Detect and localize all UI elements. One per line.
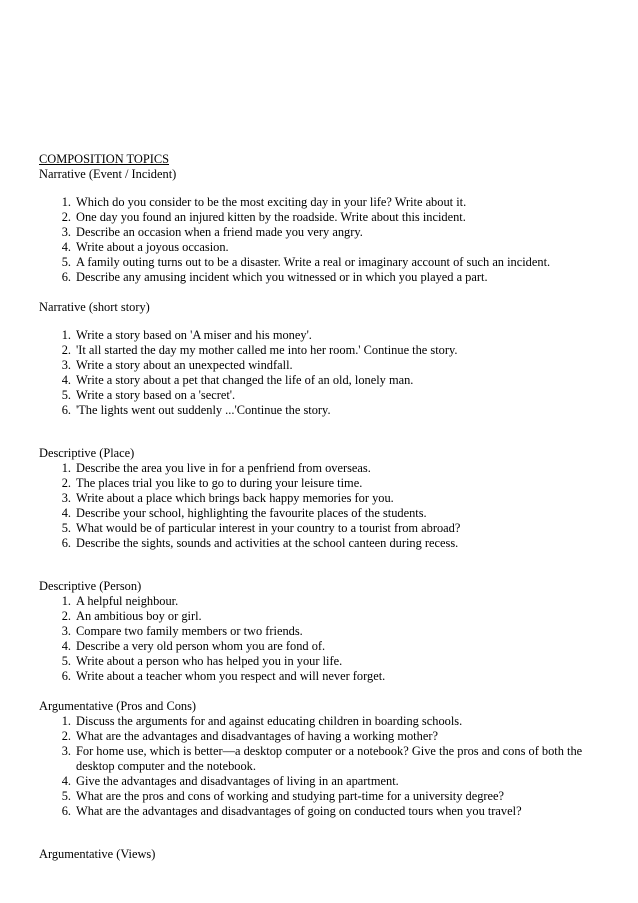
list-item <box>39 729 599 744</box>
list-item <box>39 388 599 403</box>
topic-list-narrative-short-story <box>39 328 599 418</box>
topic-text: Write about a joyous occasion. <box>76 240 229 254</box>
list-number: 3. <box>61 225 71 239</box>
spacer <box>39 819 599 847</box>
topic-text: Write a story about a pet that changed the life of an old, lonely man. <box>76 373 414 387</box>
list-item <box>39 521 599 536</box>
topic-text: 'The lights went out suddenly ...'Continue the story. <box>76 403 331 417</box>
list-item <box>39 624 599 639</box>
topic-list-argumentative-pros-cons <box>39 714 599 819</box>
list-number: 3. <box>61 624 71 638</box>
list-number: 2. <box>61 343 71 357</box>
list-item <box>39 639 599 654</box>
list-item <box>39 594 599 609</box>
section-heading-descriptive-person: Descriptive (Person) <box>39 579 142 593</box>
spacer <box>39 684 599 699</box>
list-number: 4. <box>61 506 71 520</box>
list-item <box>39 654 599 669</box>
list-number: 1. <box>61 461 71 475</box>
topic-text: Write about a teacher whom you respect and will never forget. <box>76 669 386 683</box>
list-item <box>39 270 599 285</box>
list-number: 2. <box>61 609 71 623</box>
list-number: 6. <box>61 669 71 683</box>
topic-text: Discuss the arguments for and against educating children in boarding schools. <box>76 714 463 728</box>
list-number: 3. <box>61 744 71 758</box>
topic-list-descriptive-place <box>39 461 599 551</box>
list-number: 4. <box>61 639 71 653</box>
list-number: 5. <box>61 521 71 535</box>
list-item <box>39 744 599 774</box>
topic-list-descriptive-person <box>39 594 599 684</box>
list-item <box>39 669 599 684</box>
spacer <box>39 285 599 300</box>
topic-text: Describe a very old person whom you are fond of. <box>76 639 326 653</box>
list-item <box>39 255 599 270</box>
list-number: 2. <box>61 729 71 743</box>
topic-text: Describe any amusing incident which you witnessed or in which you played a part. <box>76 270 488 284</box>
topic-text: 'It all started the day my mother called me into her room.' Continue the story. <box>76 343 458 357</box>
topic-text: Describe the area you live in for a penfriend from overseas. <box>76 461 371 475</box>
list-item <box>39 506 599 521</box>
list-number: 6. <box>61 536 71 550</box>
topic-text: What are the advantages and disadvantages of having a working mother? <box>76 729 438 743</box>
section-heading-narrative-event: Narrative (Event / Incident) <box>39 167 177 181</box>
topic-text: A family outing turns out to be a disaster. Write a real or imaginary account of such an incident. <box>76 255 551 269</box>
topic-text: Compare two family members or two friends. <box>76 624 303 638</box>
topic-text: Describe an occasion when a friend made you very angry. <box>76 225 363 239</box>
list-item <box>39 609 599 624</box>
document-page <box>39 152 599 862</box>
list-item <box>39 774 599 789</box>
list-number: 4. <box>61 373 71 387</box>
list-number: 6. <box>61 804 71 818</box>
list-number: 4. <box>61 240 71 254</box>
topic-text: What would be of particular interest in your country to a tourist from abroad? <box>76 521 461 535</box>
topic-text: The places trial you like to go to during your leisure time. <box>76 476 363 490</box>
list-number: 5. <box>61 654 71 668</box>
spacer <box>39 315 599 328</box>
topic-text: Write about a person who has helped you in your life. <box>76 654 343 668</box>
section-heading-argumentative-pros-cons: Argumentative (Pros and Cons) <box>39 699 197 713</box>
list-number: 2. <box>61 210 71 224</box>
list-number: 5. <box>61 789 71 803</box>
document-title: COMPOSITION TOPICS <box>39 152 170 166</box>
list-item <box>39 210 599 225</box>
list-number: 6. <box>61 403 71 417</box>
spacer <box>39 551 599 579</box>
list-number: 2. <box>61 476 71 490</box>
topic-text: An ambitious boy or girl. <box>76 609 202 623</box>
list-item <box>39 373 599 388</box>
spacer <box>39 182 599 195</box>
topic-text: One day you found an injured kitten by the roadside. Write about this incident. <box>76 210 466 224</box>
list-item <box>39 461 599 476</box>
topic-text: Write a story about an unexpected windfall. <box>76 358 293 372</box>
list-number: 5. <box>61 388 71 402</box>
section-heading-argumentative-views: Argumentative (Views) <box>39 847 156 861</box>
list-item <box>39 358 599 373</box>
list-item <box>39 328 599 343</box>
list-number: 1. <box>61 195 71 209</box>
topic-text: For home use, which is better—a desktop computer or a notebook? Give the pros and cons of both the desktop computer and the notebook. <box>76 744 583 773</box>
list-number: 4. <box>61 774 71 788</box>
list-number: 1. <box>61 328 71 342</box>
topic-text: Describe your school, highlighting the favourite places of the students. <box>76 506 427 520</box>
topic-text: Write a story based on a 'secret'. <box>76 388 236 402</box>
list-item <box>39 476 599 491</box>
section-heading-descriptive-place: Descriptive (Place) <box>39 446 135 460</box>
list-item <box>39 789 599 804</box>
list-number: 1. <box>61 594 71 608</box>
list-number: 1. <box>61 714 71 728</box>
topic-text: A helpful neighbour. <box>76 594 179 608</box>
list-item <box>39 804 599 819</box>
topic-text: Write about a place which brings back happy memories for you. <box>76 491 394 505</box>
topic-list-narrative-event <box>39 195 599 285</box>
section-heading-narrative-short-story: Narrative (short story) <box>39 300 150 314</box>
list-number: 3. <box>61 358 71 372</box>
topic-text: What are the advantages and disadvantages of going on conducted tours when you travel? <box>76 804 522 818</box>
list-item <box>39 714 599 729</box>
list-number: 3. <box>61 491 71 505</box>
topic-text: What are the pros and cons of working and studying part-time for a university degree? <box>76 789 505 803</box>
list-item <box>39 195 599 210</box>
list-item <box>39 491 599 506</box>
list-item <box>39 536 599 551</box>
topic-text: Describe the sights, sounds and activities at the school canteen during recess. <box>76 536 459 550</box>
list-number: 5. <box>61 255 71 269</box>
list-item <box>39 225 599 240</box>
list-item <box>39 240 599 255</box>
list-number: 6. <box>61 270 71 284</box>
spacer <box>39 418 599 446</box>
list-item <box>39 343 599 358</box>
topic-text: Give the advantages and disadvantages of living in an apartment. <box>76 774 399 788</box>
list-item <box>39 403 599 418</box>
topic-text: Write a story based on 'A miser and his money'. <box>76 328 312 342</box>
topic-text: Which do you consider to be the most exciting day in your life? Write about it. <box>76 195 467 209</box>
